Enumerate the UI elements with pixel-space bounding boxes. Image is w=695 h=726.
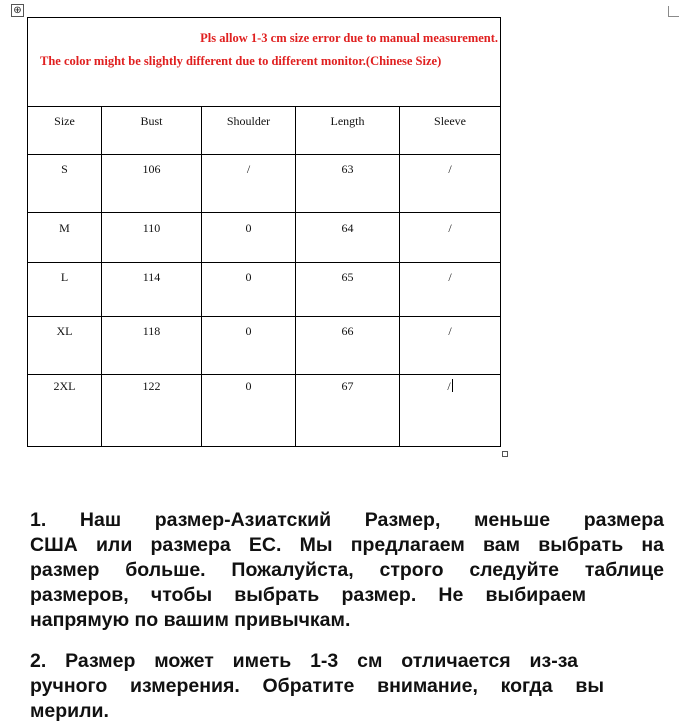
cell-size: XL — [28, 317, 102, 375]
header-shoulder: Shoulder — [202, 107, 296, 155]
cell-length: 65 — [296, 263, 400, 317]
paragraph-line: ручного измерения. Обратите внимание, когда вы — [30, 675, 604, 697]
cell-length: 66 — [296, 317, 400, 375]
table-row — [28, 317, 501, 375]
cell-shoulder: 0 — [202, 213, 296, 263]
cell-bust: 106 — [102, 155, 202, 213]
cell-size: S — [28, 155, 102, 213]
cell-size: 2XL — [28, 375, 102, 447]
notes-cell — [28, 18, 501, 107]
color-note: The color might be slightly different due to different monitor.(Chinese Size) — [40, 54, 442, 68]
table-resize-handle[interactable] — [502, 451, 508, 457]
header-size: Size — [28, 107, 102, 155]
cell-length: 67 — [296, 375, 400, 447]
paragraph-line: мерили. — [30, 700, 109, 722]
paragraph-line: напрямую по вашим привычкам. — [30, 609, 351, 631]
table-row — [28, 213, 501, 263]
cell-bust: 118 — [102, 317, 202, 375]
paragraph-line: 2. Размер может иметь 1-3 см отличается из-за — [30, 650, 578, 672]
header-bust: Bust — [102, 107, 202, 155]
size-advice-paragraph — [30, 508, 670, 633]
cell-shoulder: 0 — [202, 317, 296, 375]
cell-length: 63 — [296, 155, 400, 213]
header-sleeve: Sleeve — [400, 107, 501, 155]
cell-shoulder: / — [202, 155, 296, 213]
cell-sleeve: / — [400, 263, 501, 317]
paragraph-line: размер больше. Пожалуйста, строго следуйте таблице — [30, 559, 664, 581]
cell-bust: 122 — [102, 375, 202, 447]
paragraph-line: США или размера ЕС. Мы предлагаем вам выбрать на — [30, 534, 664, 556]
table-move-handle[interactable]: ⊕ — [11, 4, 24, 17]
table-row — [28, 263, 501, 317]
measurement-note: Pls allow 1-3 cm size error due to manual measurement. — [200, 31, 499, 45]
table-row — [28, 375, 501, 447]
cell-sleeve: / — [400, 317, 501, 375]
cell-size: L — [28, 263, 102, 317]
cell-sleeve: / — [447, 379, 451, 393]
cell-sleeve: / — [400, 213, 501, 263]
paragraph-line: размеров, чтобы выбрать размер. Не выбираем — [30, 584, 586, 606]
cell-shoulder: 0 — [202, 263, 296, 317]
cell-shoulder: 0 — [202, 375, 296, 447]
paragraph-line: 1. Наш размер-Азиатский Размер, меньше размера — [30, 509, 664, 531]
notes-row — [28, 18, 501, 107]
size-chart-table — [27, 17, 501, 447]
cell-bust: 110 — [102, 213, 202, 263]
cell-sleeve-with-caret[interactable] — [400, 375, 501, 447]
measurement-paragraph — [30, 649, 670, 724]
cell-length: 64 — [296, 213, 400, 263]
header-row — [28, 107, 501, 155]
page-corner-mark — [668, 6, 679, 17]
text-caret — [452, 379, 453, 392]
table-row — [28, 155, 501, 213]
cell-bust: 114 — [102, 263, 202, 317]
cell-sleeve: / — [400, 155, 501, 213]
cell-size: M — [28, 213, 102, 263]
header-length: Length — [296, 107, 400, 155]
